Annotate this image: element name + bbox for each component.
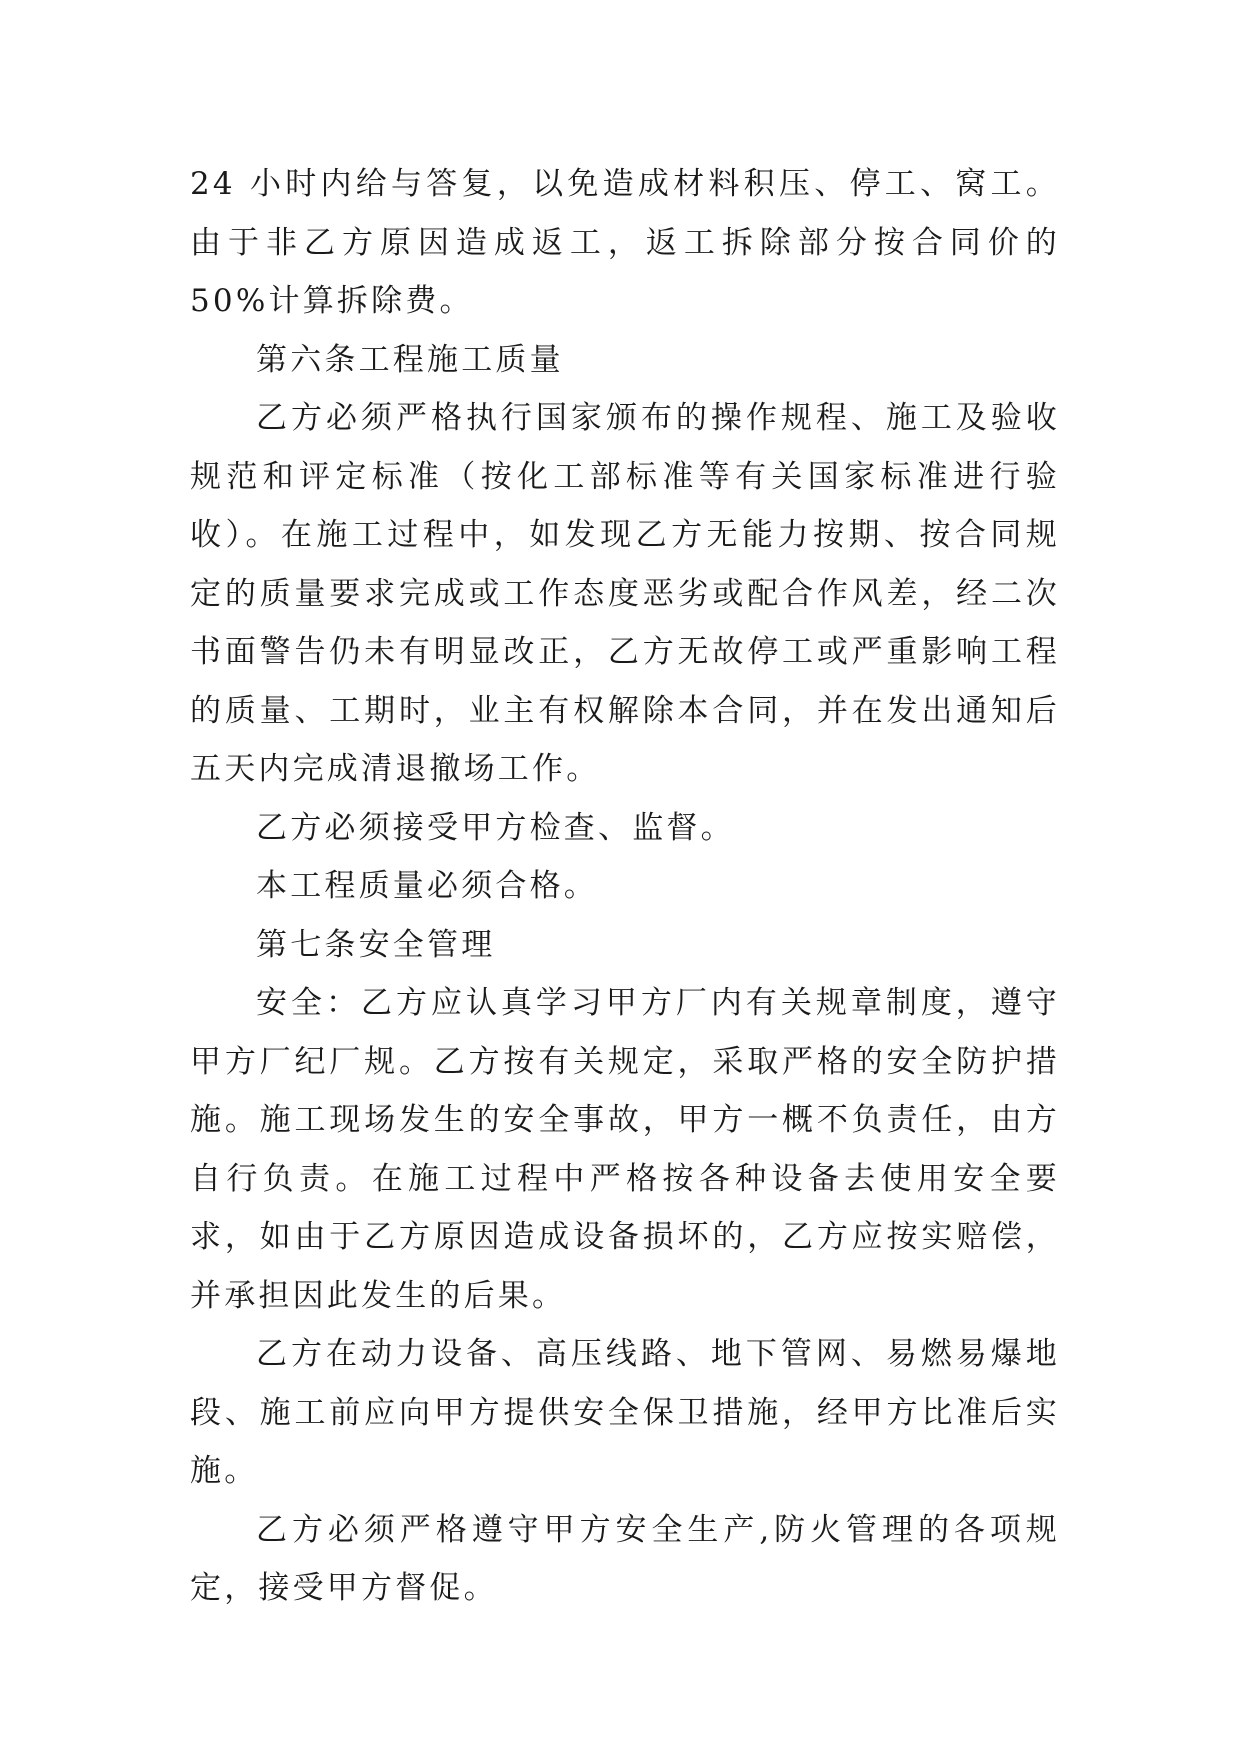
paragraph-continuation: 24 小时内给与答复，以免造成材料积压、停工、窝工。由于非乙方原因造成返工，返工拆除部分按合同价的 50%计算拆除费。 [190, 166, 1060, 319]
paragraph-quality-pass: 本工程质量必须合格。 [256, 868, 598, 904]
section-heading-six: 第六条工程施工质量 [256, 341, 564, 378]
paragraph-quality-standards: 乙方必须严格执行国家颁布的操作规程、施工及验收规范和评定标准（按化工部标准等有关国家标准进行验收）。在施工过程中，如发现乙方无能力按期、按合同规定的质量要求完成或工作态度恶劣或配合作风差，经二次书面警告仍未有明显改正，乙方无故停工或严重影响工程的质量、工期时，业主有权解除本合同，并在发出通知后五天内完成清退撤场工作。 [190, 400, 1060, 787]
paragraph-inspection: 乙方必须接受甲方检查、监督。 [256, 809, 735, 846]
section-heading-seven: 第七条安全管理 [256, 926, 496, 963]
paragraph-safety: 安全：乙方应认真学习甲方厂内有关规章制度，遵守甲方厂纪厂规。乙方按有关规定，采取严格的安全防护措施。施工现场发生的安全事故，甲方一概不负责任，由方自行负责。在施工过程中严格按各种设备去使用安全要求，如由于乙方原因造成设备损坏的，乙方应按实赔偿，并承担因此发生的后果。 [190, 985, 1060, 1314]
paragraph-safety-measures: 乙方在动力设备、高压线路、地下管网、易燃易爆地段、施工前应向甲方提供安全保卫措施，经甲方比准后实施。 [190, 1336, 1060, 1489]
document-body [190, 155, 1060, 1618]
paragraph-fire-regulations: 乙方必须严格遵守甲方安全生产,防火管理的各项规定，接受甲方督促。 [190, 1511, 1060, 1606]
